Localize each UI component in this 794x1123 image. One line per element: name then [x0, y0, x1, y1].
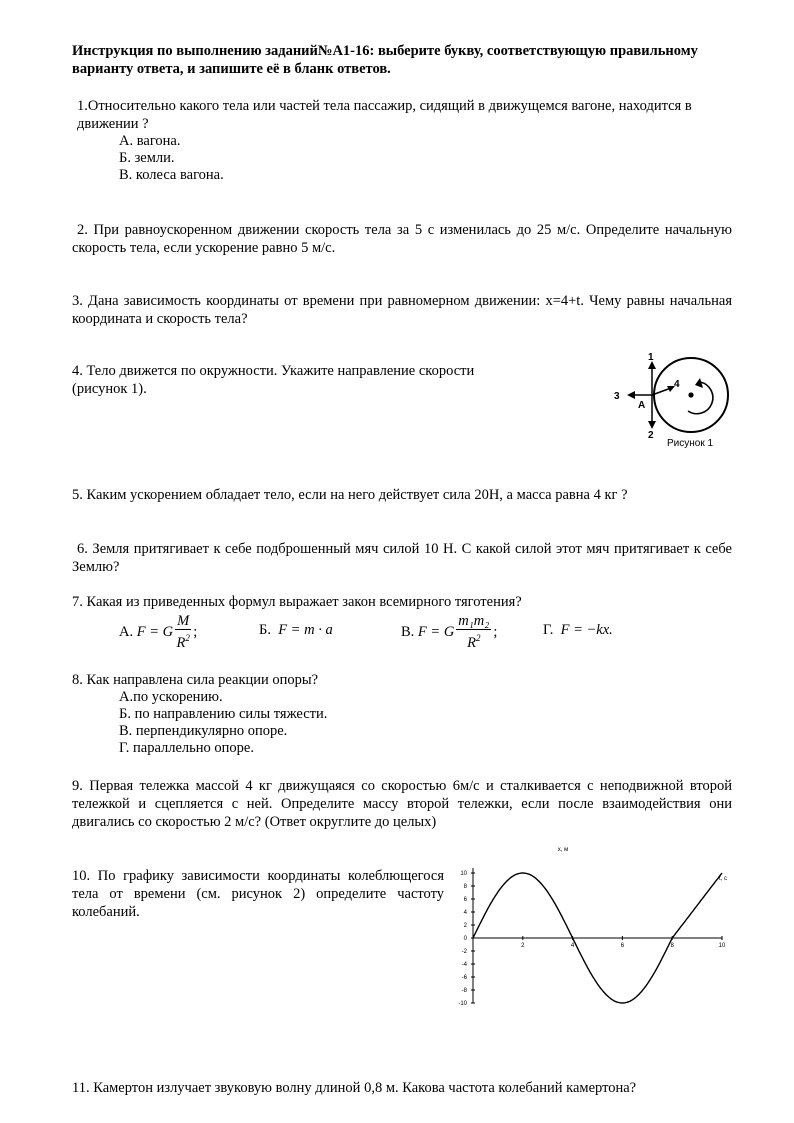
question-1 [72, 97, 732, 184]
y-axis-label: x, м [557, 847, 569, 853]
question-8 [72, 671, 732, 757]
formula-d [543, 622, 613, 639]
formula-b [259, 622, 333, 639]
label-a: А [638, 400, 646, 411]
x-tick-label: 4 [570, 943, 575, 949]
y-tick-label: 10 [460, 871, 467, 877]
figure-2-chart [445, 840, 735, 1010]
formula-a-denominator: R [176, 634, 186, 651]
question-1-option-b: Б. земли. [119, 150, 175, 166]
y-tick-label: -4 [461, 962, 467, 968]
formula-c: В. F = G $\frac{\text{m₁m₂}}{R^2}$ ; [401, 613, 498, 651]
y-tick-label: -2 [461, 949, 467, 955]
question-3: 3. Дана зависимость координаты от времени при равномерном движении: x=4+t. Чему равны начальная координата и скорость тела? [72, 293, 732, 327]
question-11: 11. Камертон излучает звуковую волну длиной 0,8 м. Какова частота колебаний камертона? [72, 1080, 637, 1096]
x-tick-label: 8 [670, 943, 674, 949]
formula-b-label: Б. [259, 622, 271, 638]
instruction: Инструкция по выполнению заданий№А1-16: выберите букву, соответствующую правильному варианту ответа, и запишите её в бланк ответов. [72, 43, 698, 77]
question-6: 6. Земля притягивает к себе подброшенный мяч силой 10 Н. С какой силой этот мяч притягивает к себе Землю? [72, 541, 732, 575]
question-4: 4. Тело движется по окружности. Укажите направление скорости (рисунок 1). [72, 363, 475, 397]
formula-c-label: В. [401, 623, 415, 640]
question-2: 2. При равноускоренном движении скорость тела за 5 с изменилась до 25 м/с. Определите начальную скорость тела, если ускорение равно 5 м/с. [72, 222, 732, 256]
formula-a-fraction [175, 614, 191, 651]
label-4: 4 [674, 379, 680, 390]
question-10: 10. По графику зависимости координаты колеблющегося тела от времени (см. рисунок 2) определите частоту колебаний. [72, 868, 444, 920]
formula-c-denominator: R [467, 634, 476, 651]
formula-a-label: А. [119, 623, 134, 640]
formula-b-text: F = m · a [278, 622, 333, 638]
question-8-option-b: Б. по направлению силы тяжести. [119, 706, 328, 722]
formula-d-label: Г. [543, 622, 554, 638]
y-tick-label: 4 [463, 910, 467, 916]
center-dot [688, 392, 693, 397]
formula-c-fraction [456, 614, 491, 651]
question-9: 9. Первая тележка массой 4 кг движущаяся со скоростью 6м/с и сталкивается с неподвижной второй тележкой и сцепляется с ней. Определите массу второй тележки, если после взаимодействия они двигались со скоростью 2 м/с? (Ответ округлите до целых) [72, 778, 732, 830]
question-1-option-a: А. вагона. [119, 133, 181, 149]
y-tick-label: -10 [458, 1001, 467, 1007]
y-tick-label: 8 [463, 884, 467, 890]
arrow-3-head [627, 391, 635, 399]
formula-a: А. F = G $\frac{M}{R^2}$ ; [119, 613, 198, 651]
question-5: 5. Каким ускорением обладает тело, если на него действует сила 20Н, а масса равна 4 кг ? [72, 487, 628, 503]
question-8-option-a: А.по ускорению. [119, 689, 223, 705]
question-1-text: 1.Относительно какого тела или частей тела пассажир, сидящий в движущемся вагоне, находится в движении ? [77, 98, 692, 132]
label-2: 2 [648, 430, 654, 441]
x-tick-label: 10 [718, 943, 726, 949]
formula-d-text: F = −kx. [560, 622, 613, 638]
label-3: 3 [614, 391, 620, 402]
formula-c-prefix: F = G [417, 623, 455, 640]
figure-1 [605, 350, 735, 450]
y-tick-label: 6 [463, 897, 467, 903]
arrow-2-head [648, 421, 656, 429]
x-tick-label: 6 [620, 943, 625, 949]
question-8-text: 8. Как направлена сила реакции опоры? [72, 672, 319, 688]
formula-c-numerator: m₁m₂ [458, 613, 490, 629]
y-tick-label: 2 [463, 923, 467, 929]
x-tick-label: 2 [521, 943, 525, 949]
x-axis-label: t, c [719, 876, 728, 882]
figure-1-caption: Рисунок 1 [667, 438, 714, 449]
question-7: 7. Какая из приведенных формул выражает закон всемирного тяготения? [72, 594, 522, 610]
y-tick-label: -8 [461, 988, 467, 994]
y-tick-label: -6 [461, 975, 467, 981]
label-1: 1 [648, 352, 654, 363]
formula-a-exponent: 2 [185, 633, 190, 643]
question-8-option-c: В. перпендикулярно опоре. [119, 723, 288, 739]
formula-a-numerator: M [177, 613, 190, 629]
formula-a-prefix: F = G [136, 623, 174, 640]
y-tick-label: 0 [463, 936, 467, 942]
question-1-option-c: В. колеса вагона. [119, 167, 224, 183]
question-8-option-d: Г. параллельно опоре. [119, 740, 254, 756]
formula-c-exponent: 2 [475, 633, 481, 643]
